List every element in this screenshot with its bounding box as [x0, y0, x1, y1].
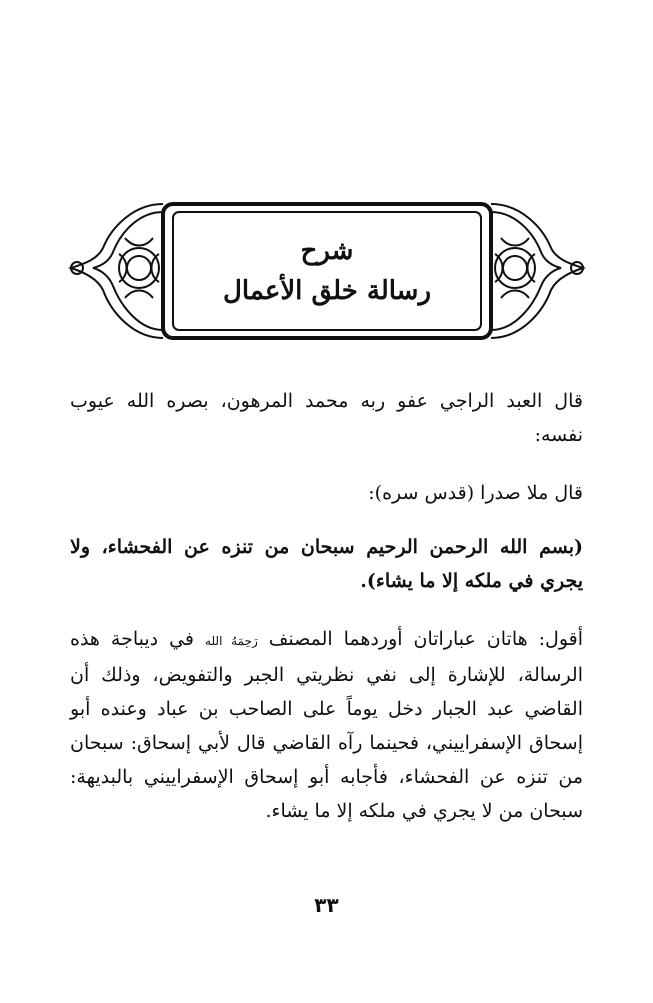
title-line-2: رسالة خلق الأعمال — [223, 276, 431, 306]
commentary-paragraph — [70, 622, 583, 828]
title-cartouche — [63, 198, 591, 344]
commentary-rest: في ديباجة هذه الرسالة، للإشارة إلى نفي نظريتي الجبر والتفويض، وذلك أن القاضي عبد الجبار دخل يوماً على الصاحب بن عباد وعنده أبو إسحاق الإسفراييني، فحينما رآه القاضي قال لأبي إسحاق: سبحان من تنزه عن الفحشاء، فأجابه أبو إسحاق الإسفراييني بالبديهة: سبحان من لا يجري في ملكه إلا ما يشاء. — [70, 628, 583, 822]
intro-paragraph: قال العبد الراجي عفو ربه محمد المرهون، بصره الله عيوب نفسه: — [70, 390, 583, 446]
page-number: ٣٣ — [314, 893, 339, 917]
title-line-1: شرح — [300, 236, 354, 266]
honorific-mark: رَحِمَهُ الله — [205, 634, 258, 648]
title-block — [176, 210, 478, 332]
author-quote-intro: قال ملا صدرا (قدس سره): — [368, 482, 583, 504]
commentary-start: أقول: هاتان عباراتان أوردهما المصنف — [268, 628, 584, 650]
basmala-paragraph: (بسم الله الرحمن الرحيم سبحان من تنزه عن الفحشاء، ولا يجري في ملكه إلا ما يشاء). — [70, 536, 583, 592]
